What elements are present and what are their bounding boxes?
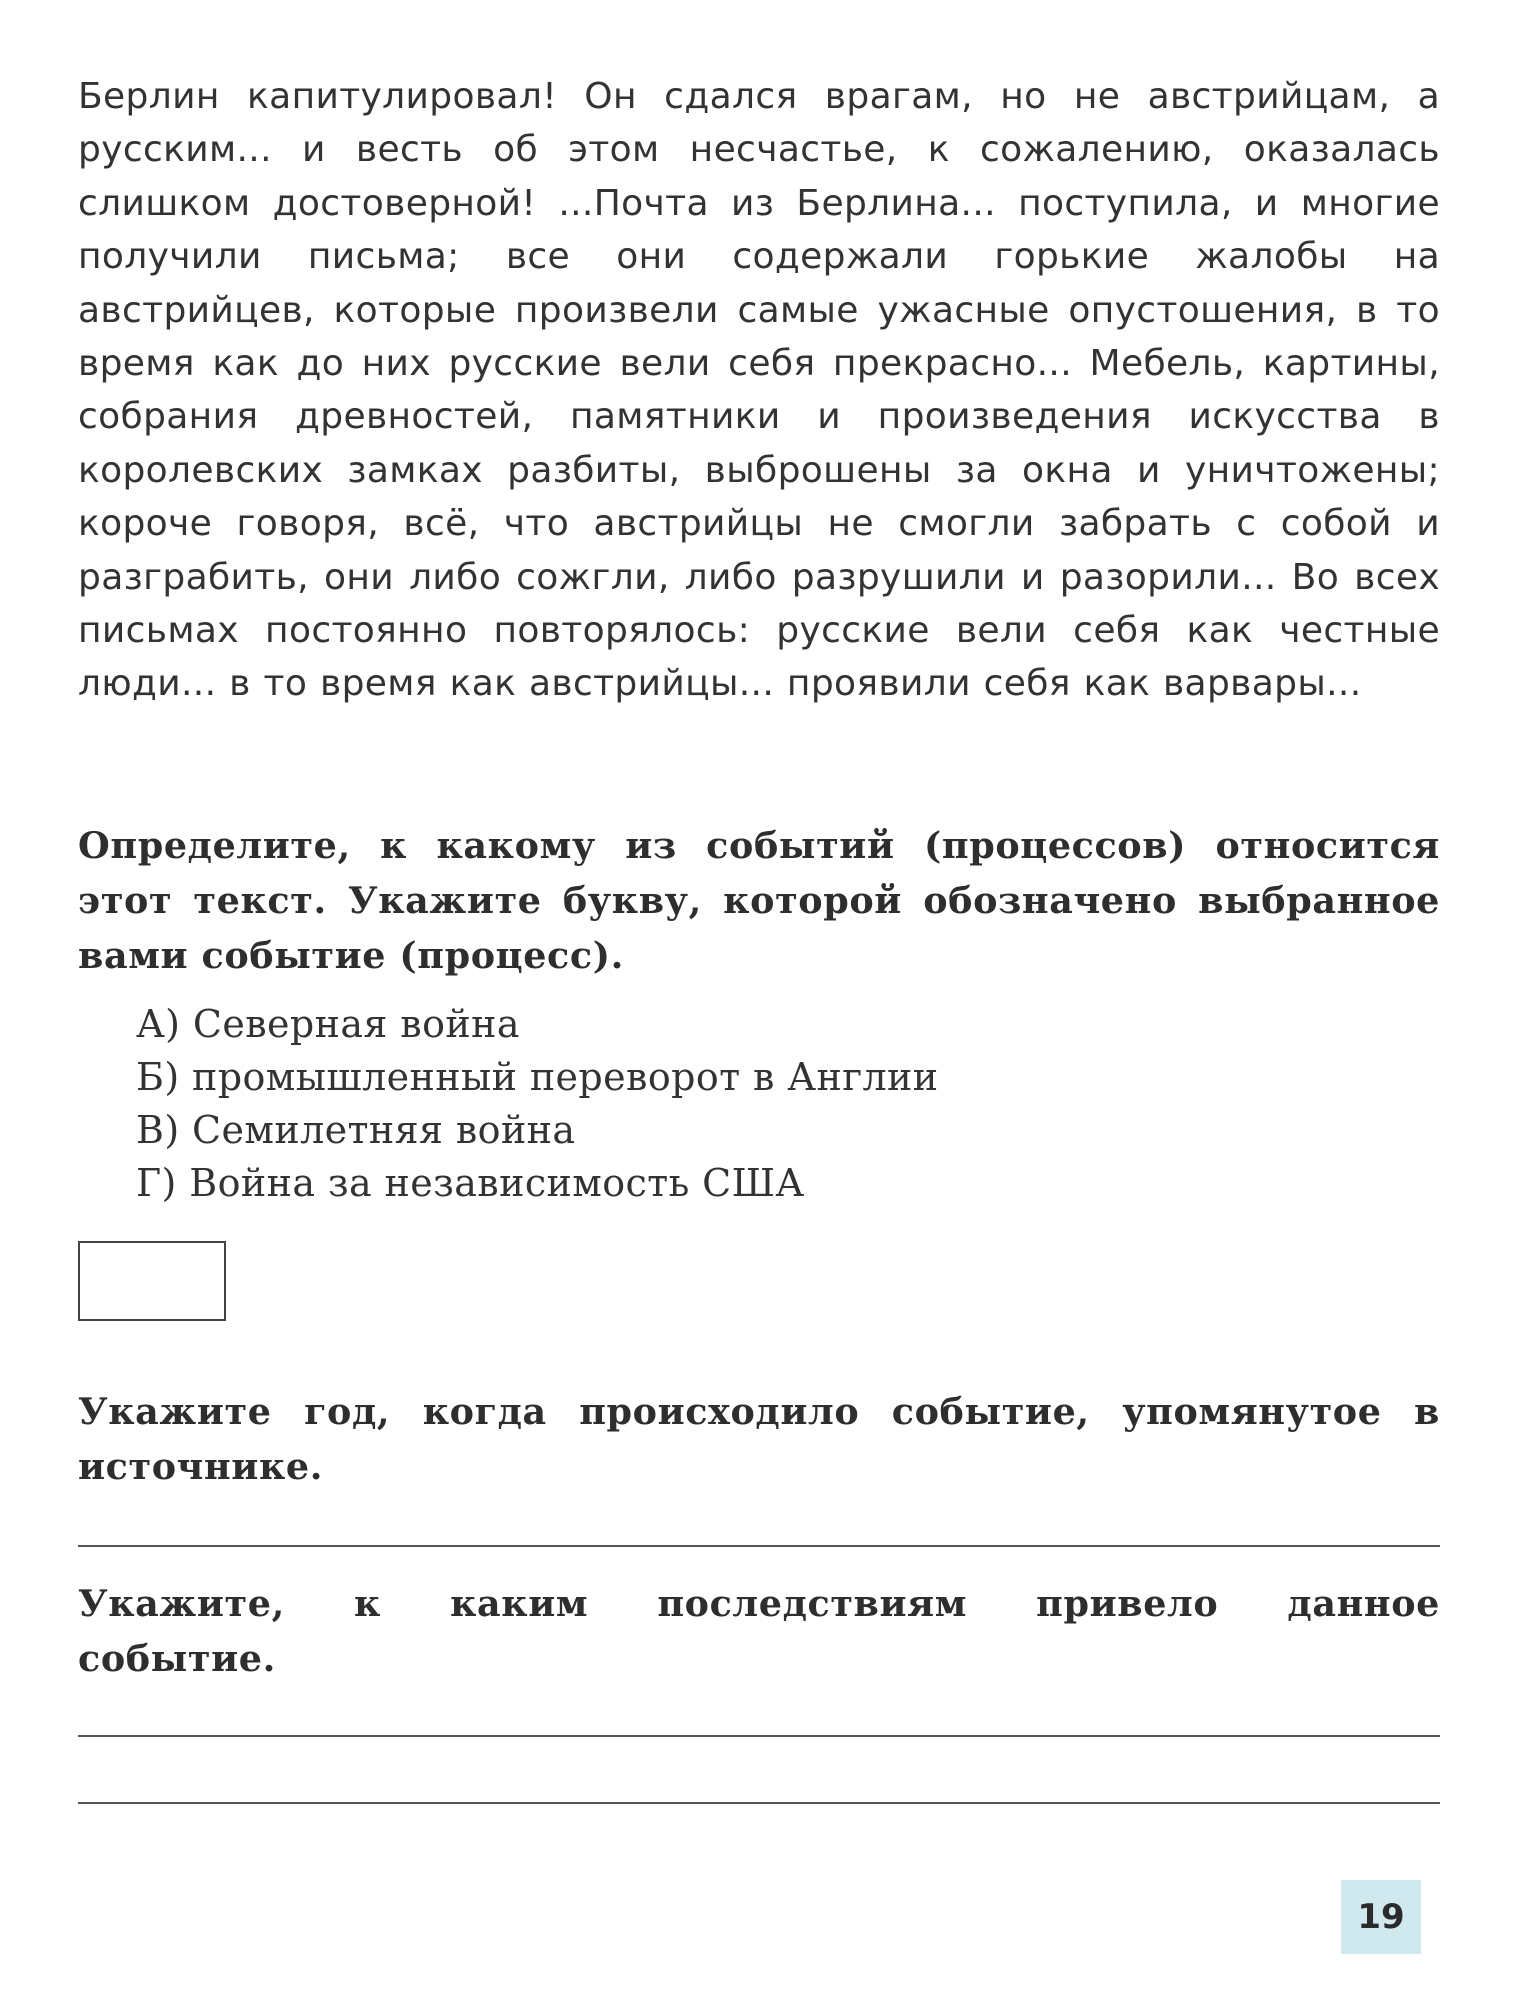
answer-letter-box[interactable] [78,1241,226,1321]
option-g: Г) Война за независимость США [136,1161,805,1205]
answer-options-list [136,998,1336,1210]
source-text: Берлин капитулировал! Он сдался врагам, но не австрийцам, а русским... и весть об этом несчастье, к сожалению, оказалась слишком достоверной! ...Почта из Берлина... поступила, и многие получили письма; все они содержали горькие жалобы на австрийцев, которые произвели самые ужасные опустошения, в то время как до них русские вели себя прекрасно... Мебель, картины, собрания древностей, памятники и произведения искусства в королевских замках разбиты, выброшены за окна и уничтожены; короче говоря, всё, что австрийцы не смогли забрать с собой и разграбить, они либо сожгли, либо разрушили и разорили... Во всех письмах постоянно повторялось: русские вели себя как честные люди... в то время как австрийцы... проявили себя как варвары... [78,76,1440,705]
year-answer-line[interactable] [78,1545,1440,1547]
consequences-answer-line-2[interactable] [78,1802,1440,1804]
task-2-question: Укажите год, когда происходило событие, упомянутое в источнике. [78,1390,1440,1488]
task-3-question: Укажите, к каким последствиям привело данное событие. [78,1582,1440,1680]
option-b: Б) промышленный переворот в Англии [136,1055,939,1099]
page-number: 19 [1341,1880,1421,1954]
option-v: В) Семилетняя война [136,1108,576,1152]
task-1-question: Определите, к какому из событий (процессов) относится этот текст. Укажите букву, которой обозначено выбранное вами событие (процесс). [78,824,1440,977]
option-a: А) Северная война [136,1002,520,1046]
consequences-answer-line-1[interactable] [78,1735,1440,1737]
